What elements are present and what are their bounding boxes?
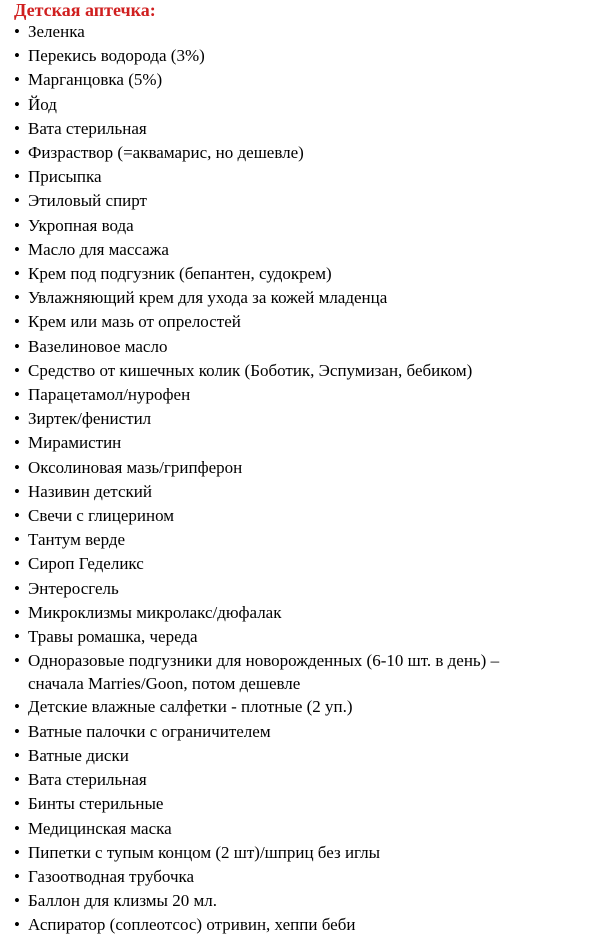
list-item-text: Масло для массажа (28, 239, 169, 259)
bullet-icon: • (14, 721, 20, 741)
list-item (14, 165, 600, 189)
bullet-icon: • (14, 530, 20, 550)
list-item-text: Медицинская маска (28, 818, 172, 838)
list-item (14, 214, 600, 238)
bullet-icon: • (14, 70, 20, 90)
list-item-text: Крем под подгузник (бепантен, судокрем) (28, 264, 332, 284)
list-item-text: Физраствор (=аквамарис, но дешевле) (28, 143, 304, 163)
list-item (14, 117, 600, 141)
bullet-icon: • (14, 457, 20, 477)
bullet-icon: • (14, 891, 20, 911)
bullet-icon: • (14, 409, 20, 429)
bullet-icon: • (14, 46, 20, 66)
bullet-icon: • (14, 578, 20, 598)
list-item-text: Пипетки с тупым концом (2 шт)/шприц без иглы (28, 842, 381, 862)
list-item-text: Присыпка (28, 167, 102, 187)
bullet-icon: • (14, 264, 20, 284)
list-item-text: Вата стерильная (28, 770, 147, 790)
list-item (14, 504, 600, 528)
bullet-icon: • (14, 627, 20, 647)
bullet-icon: • (14, 22, 20, 41)
list-item (14, 286, 600, 310)
bullet-icon: • (14, 481, 20, 501)
bullet-icon: • (14, 745, 20, 765)
list-item-text: Крем или мазь от опрелостей (28, 312, 241, 332)
list-item-text: Аспиратор (соплеотсос) отривин, хеппи беби (28, 915, 356, 935)
list-item-text: Називин детский (28, 481, 152, 501)
list-item (14, 625, 600, 649)
list-item (14, 889, 600, 913)
list-item (14, 407, 600, 431)
list-item (14, 865, 600, 889)
list-item (14, 68, 600, 92)
bullet-icon: • (14, 118, 20, 138)
list-item (14, 335, 600, 359)
list-item (14, 383, 600, 407)
list-item (14, 792, 600, 816)
list-item-text: Йод (28, 94, 57, 114)
list-item-text: Травы ромашка, череда (28, 627, 198, 647)
list-item (14, 913, 600, 937)
page-title: Детская аптечка: (14, 0, 156, 20)
list-item (14, 720, 600, 744)
list-item-text: Ватные диски (28, 745, 129, 765)
list-item-text: Свечи с глицерином (28, 506, 175, 526)
bullet-icon: • (14, 94, 20, 114)
bullet-icon: • (14, 433, 20, 453)
list-item-text: Вазелиновое масло (28, 336, 168, 356)
bullet-icon: • (14, 336, 20, 356)
bullet-icon: • (14, 385, 20, 405)
list-item-text: Зиртек/фенистил (28, 409, 152, 429)
list-item (14, 456, 600, 480)
bullet-icon: • (14, 143, 20, 163)
list-item-text: Тантум верде (28, 530, 126, 550)
bullet-icon: • (14, 842, 20, 862)
bullet-icon: • (14, 770, 20, 790)
bullet-icon: • (14, 915, 20, 935)
bullet-icon: • (14, 794, 20, 814)
list-item (14, 238, 600, 262)
bullet-icon: • (14, 602, 20, 622)
list-item-text-line1: Одноразовые подгузники для новорожденных (6-10 шт. в день) – (28, 651, 500, 671)
list-item-text: Марганцовка (5%) (28, 70, 163, 90)
list-item (14, 93, 600, 117)
list-item-text: Микроклизмы микролакс/дюфалак (28, 602, 282, 622)
medicine-list (14, 20, 600, 938)
list-item-text: Вата стерильная (28, 118, 147, 138)
list-item (14, 431, 600, 455)
bullet-icon: • (14, 818, 20, 838)
list-item-text: Баллон для клизмы 20 мл. (28, 891, 217, 911)
list-item (14, 841, 600, 865)
bullet-icon: • (14, 191, 20, 211)
list-item (14, 577, 600, 601)
list-item-text: Увлажняющий крем для ухода за кожей младенца (28, 288, 388, 308)
list-item-text-line2: сначала Marries/Goon, потом дешевле (28, 674, 301, 694)
list-item (14, 20, 600, 44)
list-item-text: Укропная вода (28, 215, 134, 235)
list-item-text: Оксолиновая мазь/грипферон (28, 457, 243, 477)
list-item-text: Газоотводная трубочка (28, 866, 195, 886)
list-item-text: Ватные палочки с ограничителем (28, 721, 271, 741)
list-item-text: Энтеросгель (28, 578, 119, 598)
list-item-text: Средство от кишечных колик (Боботик, Эспумизан, бебиком) (28, 360, 473, 380)
bullet-icon: • (14, 651, 20, 671)
list-item (14, 552, 600, 576)
list-item (14, 744, 600, 768)
bullet-icon: • (14, 167, 20, 187)
list-item (14, 768, 600, 792)
bullet-icon: • (14, 288, 20, 308)
list-item (14, 695, 600, 719)
bullet-icon: • (14, 697, 20, 717)
list-item (14, 480, 600, 504)
list-item (14, 817, 600, 841)
bullet-icon: • (14, 215, 20, 235)
list-item-text: Парацетамол/нурофен (28, 385, 191, 405)
bullet-icon: • (14, 554, 20, 574)
list-item-text: Бинты стерильные (28, 794, 164, 814)
list-item (14, 310, 600, 334)
list-item-text: Этиловый спирт (28, 191, 147, 211)
list-item-text: Перекись водорода (3%) (28, 46, 205, 66)
list-item-text: Детские влажные салфетки - плотные (2 уп.) (28, 697, 353, 717)
list-item (14, 141, 600, 165)
list-item (14, 189, 600, 213)
bullet-icon: • (14, 506, 20, 526)
list-item (14, 262, 600, 286)
bullet-icon: • (14, 239, 20, 259)
list-item-diapers (14, 649, 600, 695)
bullet-icon: • (14, 312, 20, 332)
list-item (14, 359, 600, 383)
list-item (14, 44, 600, 68)
list-item (14, 601, 600, 625)
list-item-text: Сироп Геделикс (28, 554, 144, 574)
bullet-icon: • (14, 360, 20, 380)
list-item (14, 528, 600, 552)
list-item-text: Зеленка (28, 22, 85, 41)
bullet-icon: • (14, 866, 20, 886)
list-item-text: Мирамистин (28, 433, 122, 453)
